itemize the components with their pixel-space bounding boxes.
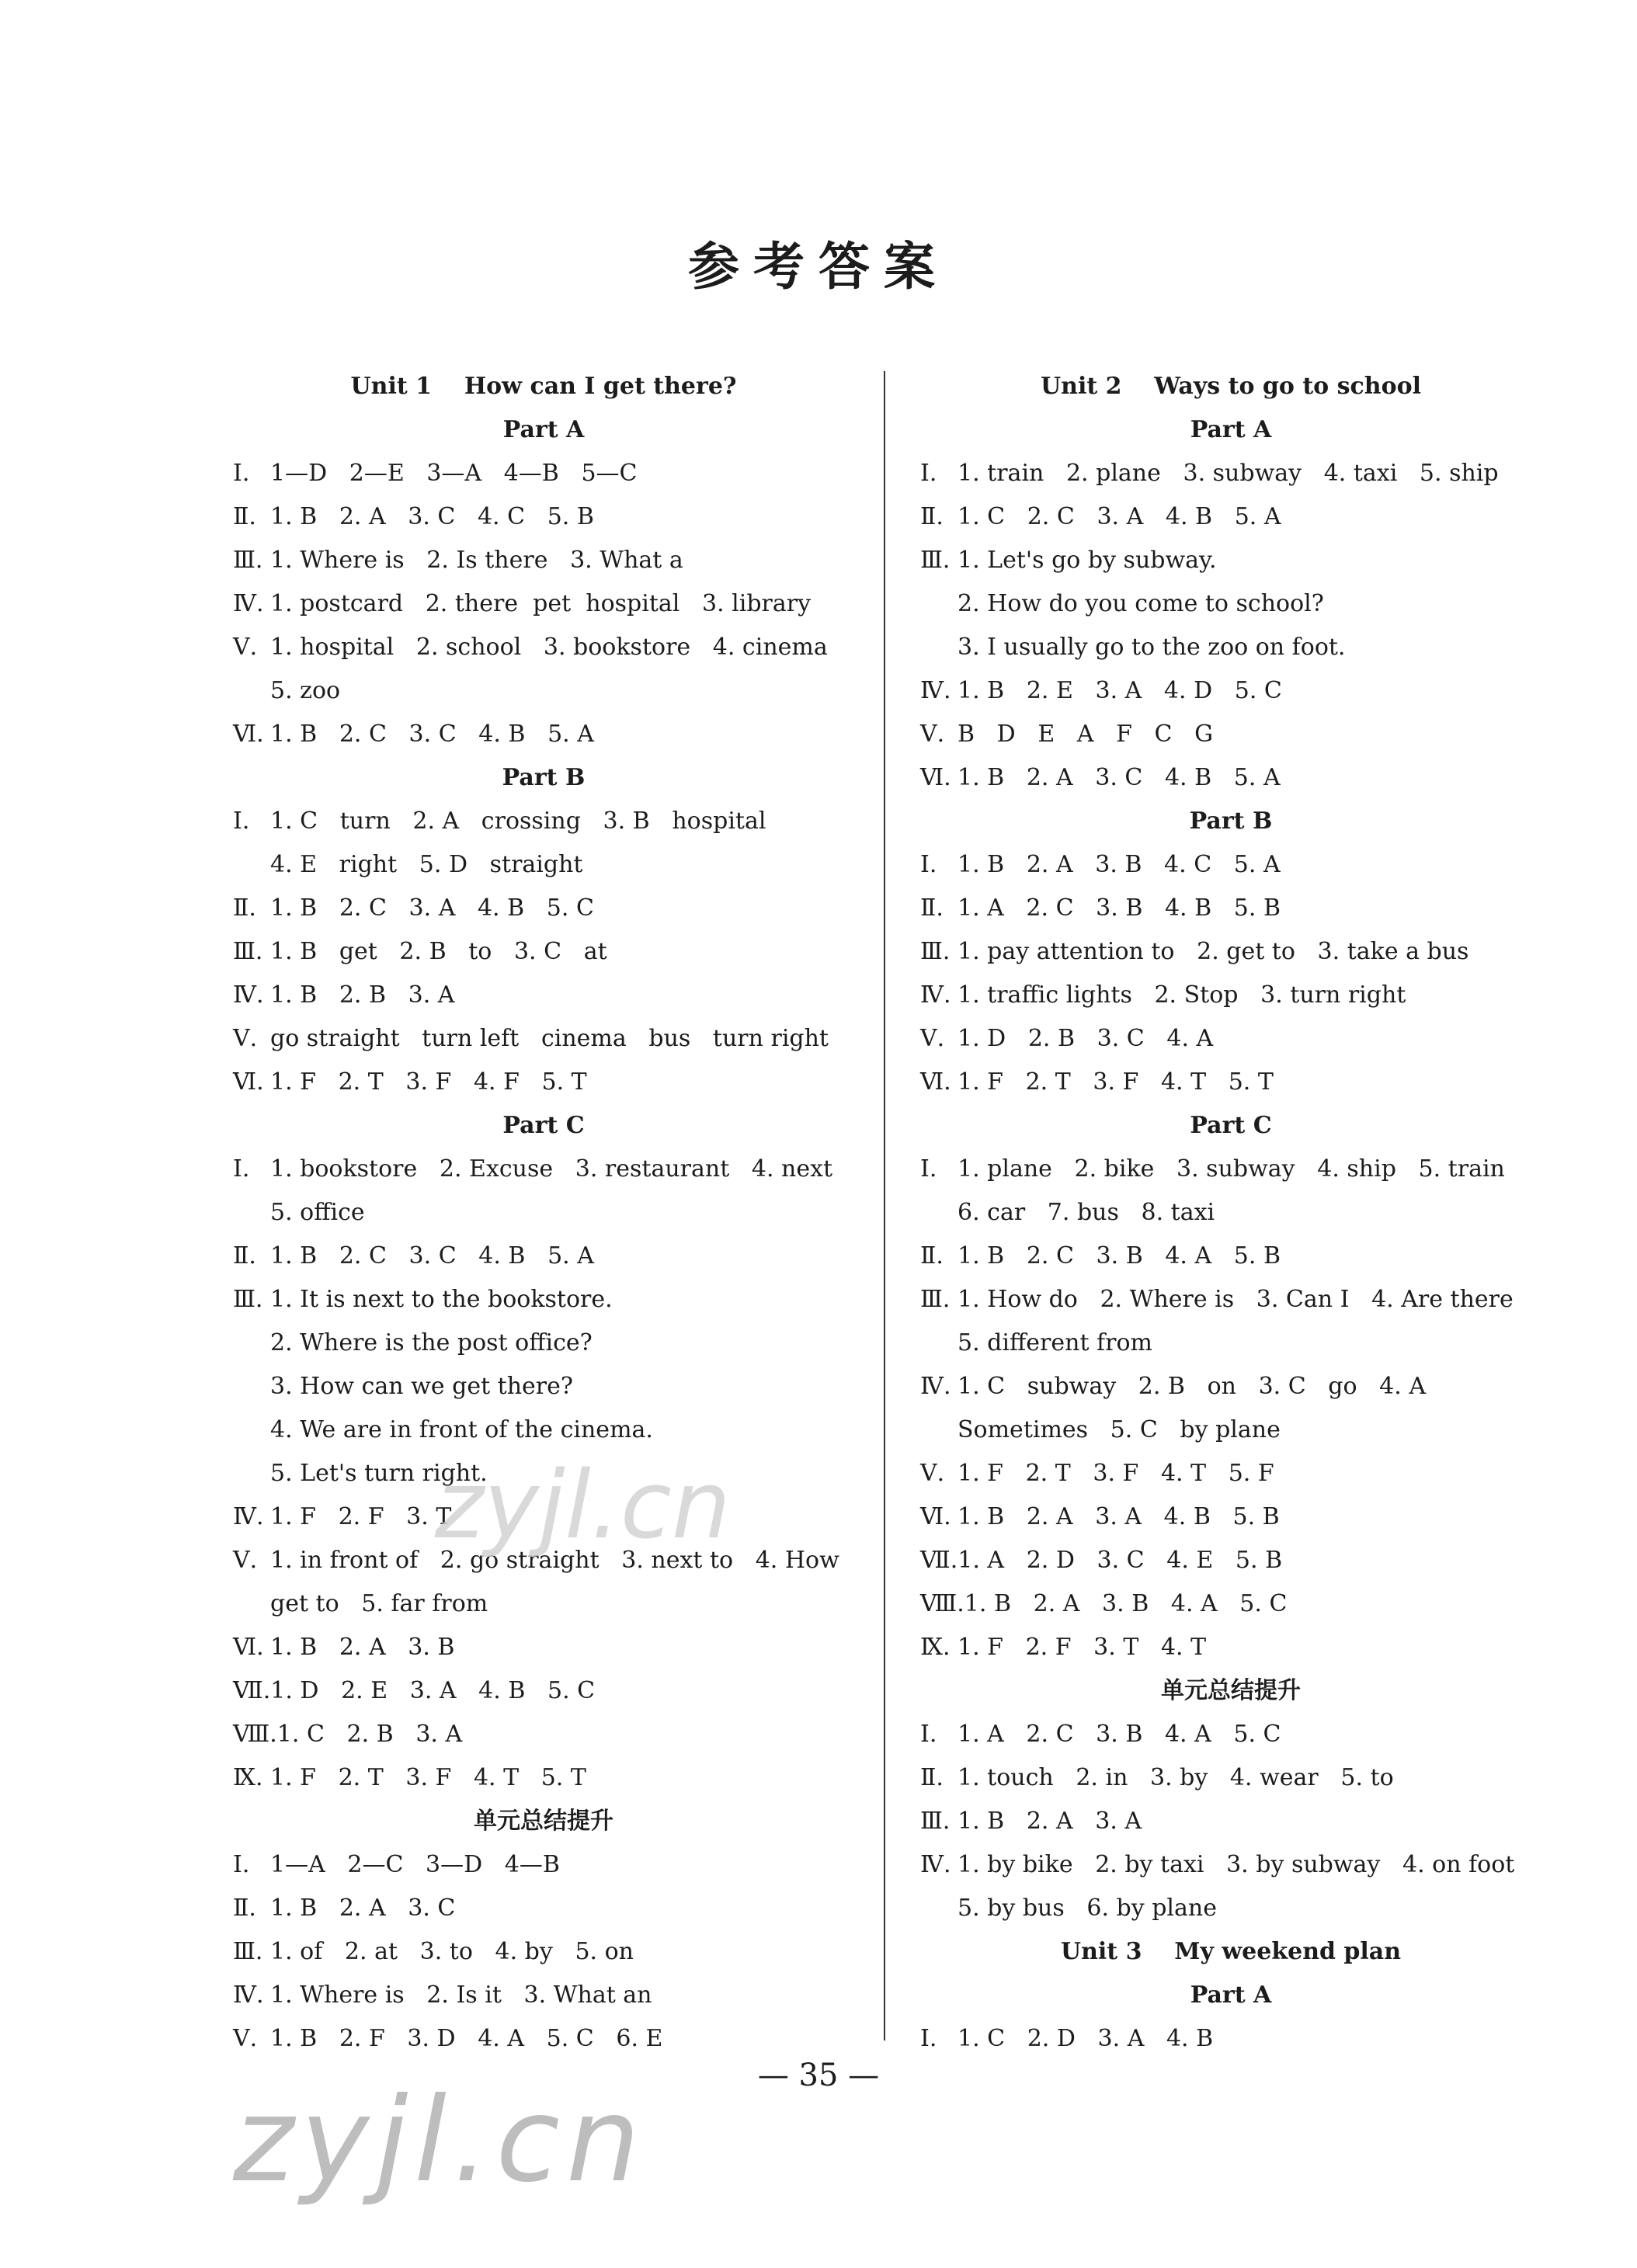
section-heading: Part A [502, 416, 585, 443]
answer-line [233, 1974, 854, 2017]
answer-line [233, 495, 854, 539]
answer-text: 1. B 2. A 3. A [958, 1808, 1142, 1835]
question-number: Ⅲ. [233, 1938, 263, 1965]
answer-text: 1. touch 2. in 3. by 4. wear 5. to [958, 1764, 1394, 1791]
answer-line [233, 974, 854, 1017]
question-number: Ⅱ. [233, 503, 256, 530]
answer-text: B D E A F C G [958, 721, 1214, 748]
answer-line [920, 887, 1541, 930]
answer-line [233, 1669, 854, 1713]
answer-line [233, 1017, 854, 1061]
question-number: Ⅳ. [920, 677, 951, 704]
answer-line [233, 2017, 854, 2061]
question-number: Ⅷ. [920, 1590, 964, 1617]
answer-line [233, 1756, 854, 1800]
answer-text: 1—D 2—E 3—A 4—B 5—C [270, 460, 638, 487]
answer-text: 1. traffic lights 2. Stop 3. turn right [958, 981, 1406, 1009]
answer-text: 1. of 2. at 3. to 4. by 5. on [270, 1938, 634, 1965]
answer-line [920, 1713, 1541, 1756]
question-number: Ⅰ. [233, 460, 250, 487]
answer-text: 1. B 2. C 3. C 4. B 5. A [270, 1242, 594, 1269]
question-number: Ⅰ. [233, 1155, 250, 1183]
question-number: Ⅴ. [920, 1460, 945, 1487]
question-number: Ⅴ. [920, 1025, 945, 1052]
question-number: Ⅱ. [233, 1895, 256, 1922]
answer-text: 1. in front of 2. go straight 3. next to 4. How [270, 1547, 839, 1574]
answer-line [920, 1843, 1541, 1887]
answer-text: 1. B 2. A 3. C 4. C 5. B [270, 503, 594, 530]
question-number: Ⅱ. [920, 503, 944, 530]
answer-text: 1. by bike 2. by taxi 3. by subway 4. on foot [958, 1851, 1515, 1878]
watermark-overlay: zyjl.cn [435, 1452, 731, 1560]
answer-text: 1. B 2. A 3. B 4. C 5. A [958, 851, 1281, 878]
answer-line [920, 1365, 1541, 1408]
answer-text: 1. postcard 2. there pet hospital 3. library [270, 590, 812, 617]
answer-text: 1. bookstore 2. Excuse 3. restaurant 4. next [270, 1155, 833, 1183]
answer-line [920, 1495, 1541, 1539]
answer-continuation: 5. Let's turn right. [270, 1460, 488, 1487]
question-number: Ⅸ. [920, 1634, 951, 1661]
answer-text: 1. B 2. B 3. A [270, 981, 455, 1009]
question-number: Ⅷ. [233, 1721, 277, 1748]
question-number: Ⅲ. [233, 1286, 263, 1313]
answer-continuation: 5. office [270, 1199, 365, 1226]
answer-text: 1. B 2. C 3. B 4. A 5. B [958, 1242, 1281, 1269]
column-divider [884, 371, 885, 2041]
answer-line [920, 452, 1541, 495]
question-number: Ⅲ. [920, 1286, 951, 1313]
question-number: Ⅵ. [920, 764, 951, 791]
answer-line [920, 1235, 1541, 1278]
answer-line [920, 930, 1541, 974]
answer-line [920, 1061, 1541, 1104]
answer-line [920, 1539, 1541, 1582]
answer-text: 1—A 2—C 3—D 4—B [270, 1851, 560, 1878]
section-heading: Part C [502, 1112, 585, 1139]
answer-line [920, 974, 1541, 1017]
section-heading: Part C [1190, 1112, 1272, 1139]
question-number: Ⅱ. [920, 1242, 944, 1269]
question-number: Ⅵ. [233, 1634, 264, 1661]
answer-line [233, 582, 854, 626]
question-number: Ⅰ. [920, 1155, 937, 1183]
answer-line [920, 495, 1541, 539]
answer-line [920, 843, 1541, 887]
answer-text: 1. B 2. F 3. D 4. A 5. C 6. E [270, 2025, 663, 2052]
answer-text: 1. Where is 2. Is there 3. What a [270, 547, 683, 574]
answer-continuation: Sometimes 5. C by plane [958, 1416, 1281, 1443]
question-number: Ⅶ. [920, 1547, 958, 1574]
section-heading: Part B [1189, 808, 1273, 835]
section-heading: Unit 2 Ways to go to school [1040, 373, 1422, 400]
answer-line [233, 1148, 854, 1191]
question-number: Ⅳ. [920, 1851, 951, 1878]
answer-text: 1. How do 2. Where is 3. Can I 4. Are there [958, 1286, 1514, 1313]
watermark-logo: zyjl.cn [233, 2073, 647, 2208]
question-number: Ⅱ. [233, 894, 256, 922]
right-answer-column [920, 365, 1541, 2061]
answer-continuation: 4. We are in front of the cinema. [270, 1416, 653, 1443]
answer-text: 1. B 2. C 3. C 4. B 5. A [270, 721, 594, 748]
answer-line [920, 1800, 1541, 1843]
answer-line [920, 669, 1541, 713]
left-answer-column [233, 365, 854, 2061]
question-number: Ⅲ. [920, 1808, 951, 1835]
question-number: Ⅲ. [233, 938, 263, 965]
answer-line [233, 713, 854, 756]
answer-line [233, 452, 854, 495]
section-heading: Part B [502, 764, 586, 791]
question-number: Ⅵ. [233, 721, 264, 748]
answer-text: 1. B get 2. B to 3. C at [270, 938, 607, 965]
answer-text: 1. A 2. C 3. B 4. A 5. C [958, 1721, 1281, 1748]
question-number: Ⅵ. [920, 1068, 951, 1096]
answer-text: 1. B 2. A 3. A 4. B 5. B [958, 1503, 1280, 1530]
question-number: Ⅴ. [233, 1547, 258, 1574]
answer-continuation: get to 5. far from [270, 1590, 488, 1617]
answer-text: 1. C 2. C 3. A 4. B 5. A [958, 503, 1281, 530]
answer-text: 1. C 2. B 3. A [276, 1721, 463, 1748]
question-number: Ⅰ. [920, 851, 937, 878]
answer-continuation: 6. car 7. bus 8. taxi [958, 1199, 1215, 1226]
answer-line [920, 2017, 1541, 2061]
section-heading: Part A [1190, 416, 1272, 443]
answer-line [920, 1626, 1541, 1669]
answer-line [920, 1148, 1541, 1191]
question-number: Ⅳ. [233, 590, 264, 617]
answer-text: 1. B 2. A 3. C 4. B 5. A [958, 764, 1281, 791]
answer-line [920, 1452, 1541, 1495]
answer-text: 1. plane 2. bike 3. subway 4. ship 5. train [958, 1155, 1505, 1183]
question-number: Ⅴ. [233, 1025, 258, 1052]
answer-text: 1. B 2. A 3. B 4. A 5. C [964, 1590, 1288, 1617]
question-number: Ⅰ. [920, 2025, 937, 2052]
answer-line [233, 1235, 854, 1278]
question-number: Ⅴ. [920, 721, 945, 748]
answer-continuation: 4. E right 5. D straight [270, 851, 583, 878]
question-number: Ⅳ. [233, 1503, 264, 1530]
answer-line [920, 1017, 1541, 1061]
question-number: Ⅸ. [233, 1764, 263, 1791]
answer-line [233, 1713, 854, 1756]
question-number: Ⅰ. [920, 1721, 937, 1748]
answer-continuation: 5. zoo [270, 677, 341, 704]
answer-text: 1. pay attention to 2. get to 3. take a bus [958, 938, 1469, 965]
question-number: Ⅴ. [233, 2025, 258, 2052]
question-number: Ⅴ. [233, 634, 258, 661]
answer-text: 1. F 2. T 3. F 4. T 5. T [270, 1764, 586, 1791]
question-number: Ⅳ. [233, 981, 264, 1009]
answer-text: 1. B 2. E 3. A 4. D 5. C [958, 677, 1282, 704]
answer-text: 1. F 2. F 3. T [270, 1503, 452, 1530]
answer-continuation: 2. Where is the post office? [270, 1329, 593, 1356]
section-heading: Unit 3 My weekend plan [1060, 1938, 1402, 1965]
answer-text: 1. B 2. C 3. A 4. B 5. C [270, 894, 594, 922]
answer-line [233, 1843, 854, 1887]
section-heading: 单元总结提升 [1161, 1677, 1301, 1704]
answer-line [920, 1756, 1541, 1800]
question-number: Ⅰ. [920, 460, 937, 487]
answer-text: 1. F 2. F 3. T 4. T [958, 1634, 1207, 1661]
answer-line [920, 756, 1541, 800]
question-number: Ⅰ. [233, 1851, 250, 1878]
question-number: Ⅳ. [920, 981, 951, 1009]
answer-text: 1. F 2. T 3. F 4. F 5. T [270, 1068, 587, 1096]
question-number: Ⅲ. [233, 547, 263, 574]
answer-line [233, 930, 854, 974]
answer-continuation: 3. How can we get there? [270, 1373, 573, 1400]
answer-text: 1. B 2. A 3. C [270, 1895, 456, 1922]
answer-text: 1. B 2. A 3. B [270, 1634, 455, 1661]
answer-continuation: 5. by bus 6. by plane [958, 1895, 1217, 1922]
answer-continuation: 5. different from [958, 1329, 1152, 1356]
section-heading: 单元总结提升 [474, 1808, 613, 1835]
page-number: — 35 — [757, 2058, 880, 2093]
answer-text: 1. C 2. D 3. A 4. B [958, 2025, 1214, 2052]
answer-text: 1. D 2. B 3. C 4. A [958, 1025, 1214, 1052]
answer-text: 1. F 2. T 3. F 4. T 5. F [958, 1460, 1274, 1487]
answer-text: 1. Let's go by subway. [958, 547, 1217, 574]
question-number: Ⅰ. [233, 808, 250, 835]
answer-line [233, 1626, 854, 1669]
page-title: 参考答案 [688, 236, 949, 297]
question-number: Ⅳ. [920, 1373, 951, 1400]
answer-text: 1. D 2. E 3. A 4. B 5. C [270, 1677, 596, 1704]
question-number: Ⅵ. [920, 1503, 951, 1530]
answer-text: 1. C turn 2. A crossing 3. B hospital [270, 808, 766, 835]
answer-text: 1. C subway 2. B on 3. C go 4. A [958, 1373, 1426, 1400]
answer-text: 1. hospital 2. school 3. bookstore 4. cinema [270, 634, 828, 661]
question-number: Ⅱ. [920, 1764, 944, 1791]
answer-line [233, 887, 854, 930]
answer-line [233, 1887, 854, 1930]
question-number: Ⅶ. [233, 1677, 271, 1704]
answer-line [233, 1278, 854, 1322]
question-number: Ⅵ. [233, 1068, 264, 1096]
answer-line [920, 713, 1541, 756]
question-number: Ⅳ. [233, 1981, 264, 2009]
question-number: Ⅱ. [920, 894, 944, 922]
answer-text: 1. F 2. T 3. F 4. T 5. T [958, 1068, 1274, 1096]
answer-line [920, 539, 1541, 582]
answer-line [233, 800, 854, 843]
answer-line [920, 1582, 1541, 1626]
answer-line [233, 626, 854, 669]
answer-text: 1. A 2. D 3. C 4. E 5. B [958, 1547, 1283, 1574]
answer-text: 1. train 2. plane 3. subway 4. taxi 5. ship [958, 460, 1499, 487]
answer-text: 1. It is next to the bookstore. [270, 1286, 613, 1313]
question-number: Ⅲ. [920, 938, 951, 965]
question-number: Ⅲ. [920, 547, 951, 574]
answer-text: 1. A 2. C 3. B 4. B 5. B [958, 894, 1281, 922]
answer-line [233, 539, 854, 582]
answer-text: 1. Where is 2. Is it 3. What an [270, 1981, 652, 2009]
answer-line [920, 1278, 1541, 1322]
answer-line [233, 1061, 854, 1104]
answer-continuation: 2. How do you come to school? [958, 590, 1324, 617]
section-heading: Unit 1 How can I get there? [350, 373, 737, 400]
answer-continuation: 3. I usually go to the zoo on foot. [958, 634, 1346, 661]
answer-text: go straight turn left cinema bus turn right [270, 1025, 829, 1052]
section-heading: Part A [1190, 1981, 1272, 2009]
question-number: Ⅱ. [233, 1242, 256, 1269]
answer-line [233, 1930, 854, 1974]
